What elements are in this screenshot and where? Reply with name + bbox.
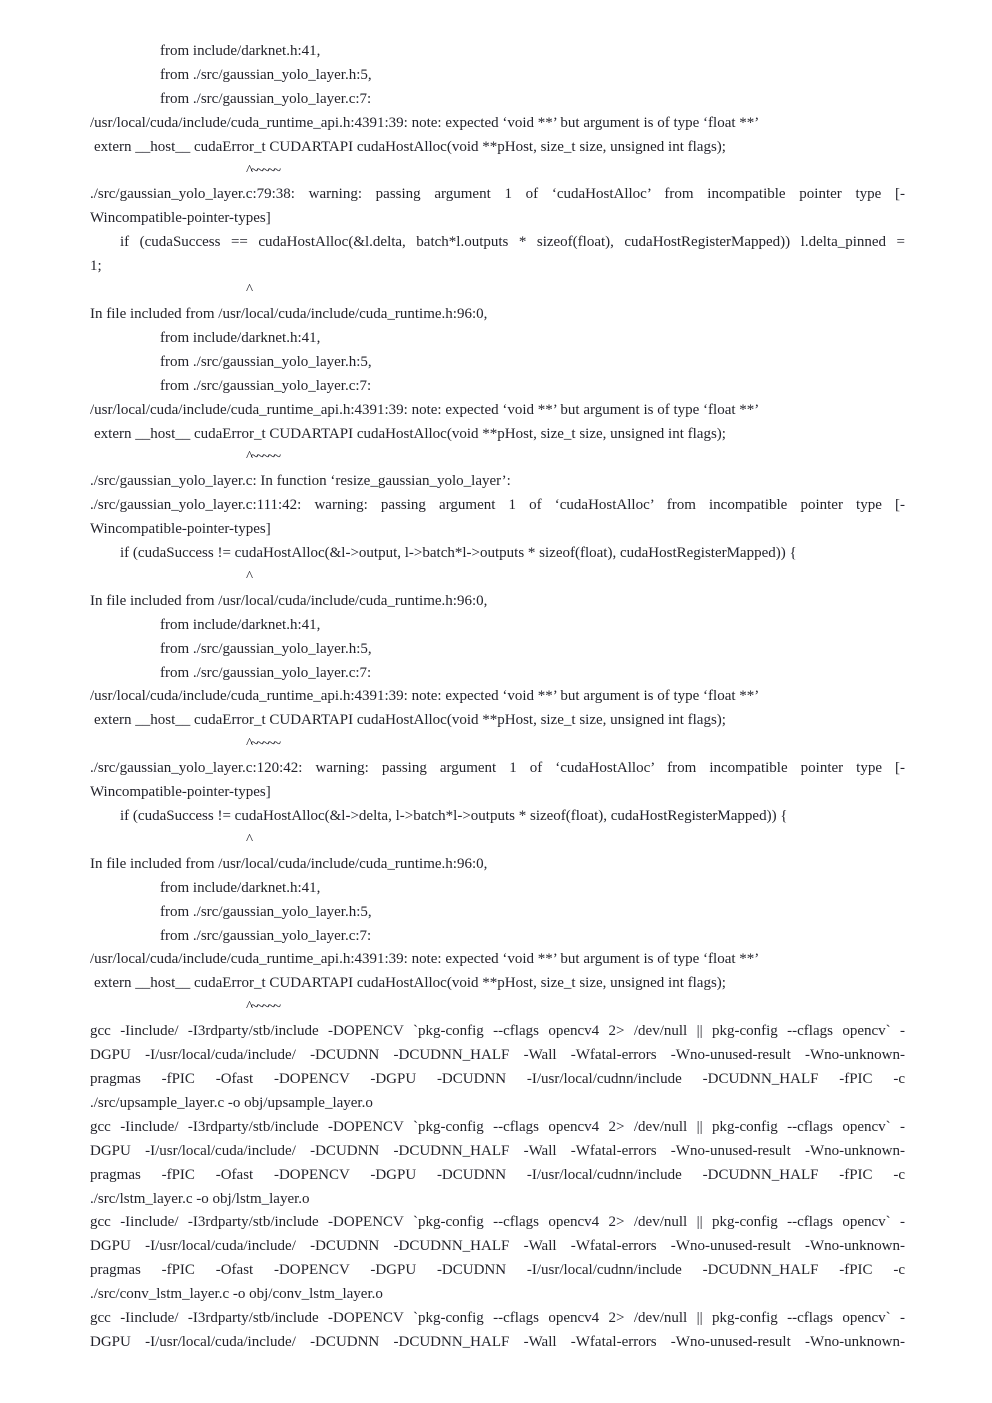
log-line: pragmas -fPIC -Ofast -DOPENCV -DGPU -DCUDNN -I/usr/local/cudnn/include -DCUDNN_HALF -fPIC -c [90, 1262, 905, 1279]
caret-marker-line: ^ [246, 568, 254, 585]
compiler-log [90, 40, 905, 1355]
log-line: DGPU -I/usr/local/cuda/include/ -DCUDNN -DCUDNN_HALF -Wall -Wfatal-errors -Wno-unused-result -Wno-unknown- [90, 1333, 905, 1350]
log-line: DGPU -I/usr/local/cuda/include/ -DCUDNN -DCUDNN_HALF -Wall -Wfatal-errors -Wno-unused-result -Wno-unknown- [90, 1047, 905, 1064]
log-line: extern __host__ cudaError_t CUDARTAPI cudaHostAlloc(void **pHost, size_t size, unsigned int flags); [94, 712, 726, 729]
log-line: gcc -Iinclude/ -I3rdparty/stb/include -DOPENCV `pkg-config --cflags opencv4 2> /dev/null || pkg-config --cflags opencv` - [90, 1214, 905, 1231]
log-line: Wincompatible-pointer-types] [90, 784, 271, 801]
log-line: /usr/local/cuda/include/cuda_runtime_api.h:4391:39: note: expected ‘void **’ but argument is of type ‘float **’ [90, 951, 760, 968]
log-line: from ./src/gaussian_yolo_layer.c:7: [160, 377, 372, 394]
log-line: In file included from /usr/local/cuda/include/cuda_runtime.h:96:0, [90, 592, 488, 609]
log-line: DGPU -I/usr/local/cuda/include/ -DCUDNN -DCUDNN_HALF -Wall -Wfatal-errors -Wno-unused-result -Wno-unknown- [90, 1142, 905, 1159]
log-line: /usr/local/cuda/include/cuda_runtime_api.h:4391:39: note: expected ‘void **’ but argument is of type ‘float **’ [90, 114, 760, 131]
log-line: from include/darknet.h:41, [160, 879, 321, 896]
log-line: if (cudaSuccess == cudaHostAlloc(&l.delta, batch*l.outputs * sizeof(float), cudaHostRegisterMapped)) l.delta_pinned = [120, 234, 905, 251]
log-line: pragmas -fPIC -Ofast -DOPENCV -DGPU -DCUDNN -I/usr/local/cudnn/include -DCUDNN_HALF -fPIC -c [90, 1166, 905, 1183]
log-line: DGPU -I/usr/local/cuda/include/ -DCUDNN -DCUDNN_HALF -Wall -Wfatal-errors -Wno-unused-result -Wno-unknown- [90, 1238, 905, 1255]
log-line: gcc -Iinclude/ -I3rdparty/stb/include -DOPENCV `pkg-config --cflags opencv4 2> /dev/null || pkg-config --cflags opencv` - [90, 1023, 905, 1040]
log-line: extern __host__ cudaError_t CUDARTAPI cudaHostAlloc(void **pHost, size_t size, unsigned int flags); [94, 425, 726, 442]
log-line: from ./src/gaussian_yolo_layer.h:5, [160, 903, 372, 920]
log-line: from include/darknet.h:41, [160, 616, 321, 633]
log-line: In file included from /usr/local/cuda/include/cuda_runtime.h:96:0, [90, 855, 488, 872]
caret-marker-line: ^~~~~~ [246, 736, 279, 753]
caret-marker-line: ^ [246, 831, 254, 848]
log-line: from ./src/gaussian_yolo_layer.c:7: [160, 664, 372, 681]
log-line: ./src/lstm_layer.c -o obj/lstm_layer.o [90, 1190, 310, 1207]
log-line: if (cudaSuccess != cudaHostAlloc(&l->output, l->batch*l->outputs * sizeof(float), cudaHostRegisterMapped)) { [120, 545, 797, 562]
log-line: from ./src/gaussian_yolo_layer.c:7: [160, 90, 372, 107]
caret-marker-line: ^~~~~~ [246, 449, 279, 466]
log-line: extern __host__ cudaError_t CUDARTAPI cudaHostAlloc(void **pHost, size_t size, unsigned int flags); [94, 975, 726, 992]
log-line: ./src/gaussian_yolo_layer.c:79:38: warning: passing argument 1 of ‘cudaHostAlloc’ from incompatible pointer type [- [90, 186, 905, 203]
caret-marker-line: ^~~~~~ [246, 162, 279, 179]
log-line: from ./src/gaussian_yolo_layer.c:7: [160, 927, 372, 944]
log-line: ./src/conv_lstm_layer.c -o obj/conv_lstm_layer.o [90, 1286, 383, 1303]
log-line: if (cudaSuccess != cudaHostAlloc(&l->delta, l->batch*l->outputs * sizeof(float), cudaHostRegisterMapped)) { [120, 808, 788, 824]
log-line: ./src/gaussian_yolo_layer.c: In function ‘resize_gaussian_yolo_layer’: [90, 473, 511, 490]
log-line: Wincompatible-pointer-types] [90, 521, 271, 538]
log-line: gcc -Iinclude/ -I3rdparty/stb/include -DOPENCV `pkg-config --cflags opencv4 2> /dev/null || pkg-config --cflags opencv` - [90, 1310, 905, 1327]
log-line: /usr/local/cuda/include/cuda_runtime_api.h:4391:39: note: expected ‘void **’ but argument is of type ‘float **’ [90, 401, 760, 418]
caret-marker-line: ^~~~~~ [246, 999, 279, 1016]
log-line: In file included from /usr/local/cuda/include/cuda_runtime.h:96:0, [90, 305, 488, 322]
log-line: ./src/gaussian_yolo_layer.c:111:42: warning: passing argument 1 of ‘cudaHostAlloc’ from incompatible pointer type [- [90, 497, 905, 514]
log-line: pragmas -fPIC -Ofast -DOPENCV -DGPU -DCUDNN -I/usr/local/cudnn/include -DCUDNN_HALF -fPIC -c [90, 1070, 905, 1087]
log-line: Wincompatible-pointer-types] [90, 210, 271, 227]
log-line: 1; [90, 258, 102, 275]
log-line: ./src/gaussian_yolo_layer.c:120:42: warning: passing argument 1 of ‘cudaHostAlloc’ from incompatible pointer type [- [90, 760, 905, 777]
log-line: from ./src/gaussian_yolo_layer.h:5, [160, 640, 372, 657]
caret-marker-line: ^ [246, 282, 254, 299]
log-line: from ./src/gaussian_yolo_layer.h:5, [160, 353, 372, 370]
log-line: gcc -Iinclude/ -I3rdparty/stb/include -DOPENCV `pkg-config --cflags opencv4 2> /dev/null || pkg-config --cflags opencv` - [90, 1118, 905, 1135]
log-line: ./src/upsample_layer.c -o obj/upsample_layer.o [90, 1094, 373, 1111]
log-line: from ./src/gaussian_yolo_layer.h:5, [160, 66, 372, 83]
log-line: from include/darknet.h:41, [160, 329, 321, 346]
log-line: extern __host__ cudaError_t CUDARTAPI cudaHostAlloc(void **pHost, size_t size, unsigned int flags); [94, 138, 726, 155]
log-line: from include/darknet.h:41, [160, 43, 321, 59]
log-line: /usr/local/cuda/include/cuda_runtime_api.h:4391:39: note: expected ‘void **’ but argument is of type ‘float **’ [90, 688, 760, 705]
